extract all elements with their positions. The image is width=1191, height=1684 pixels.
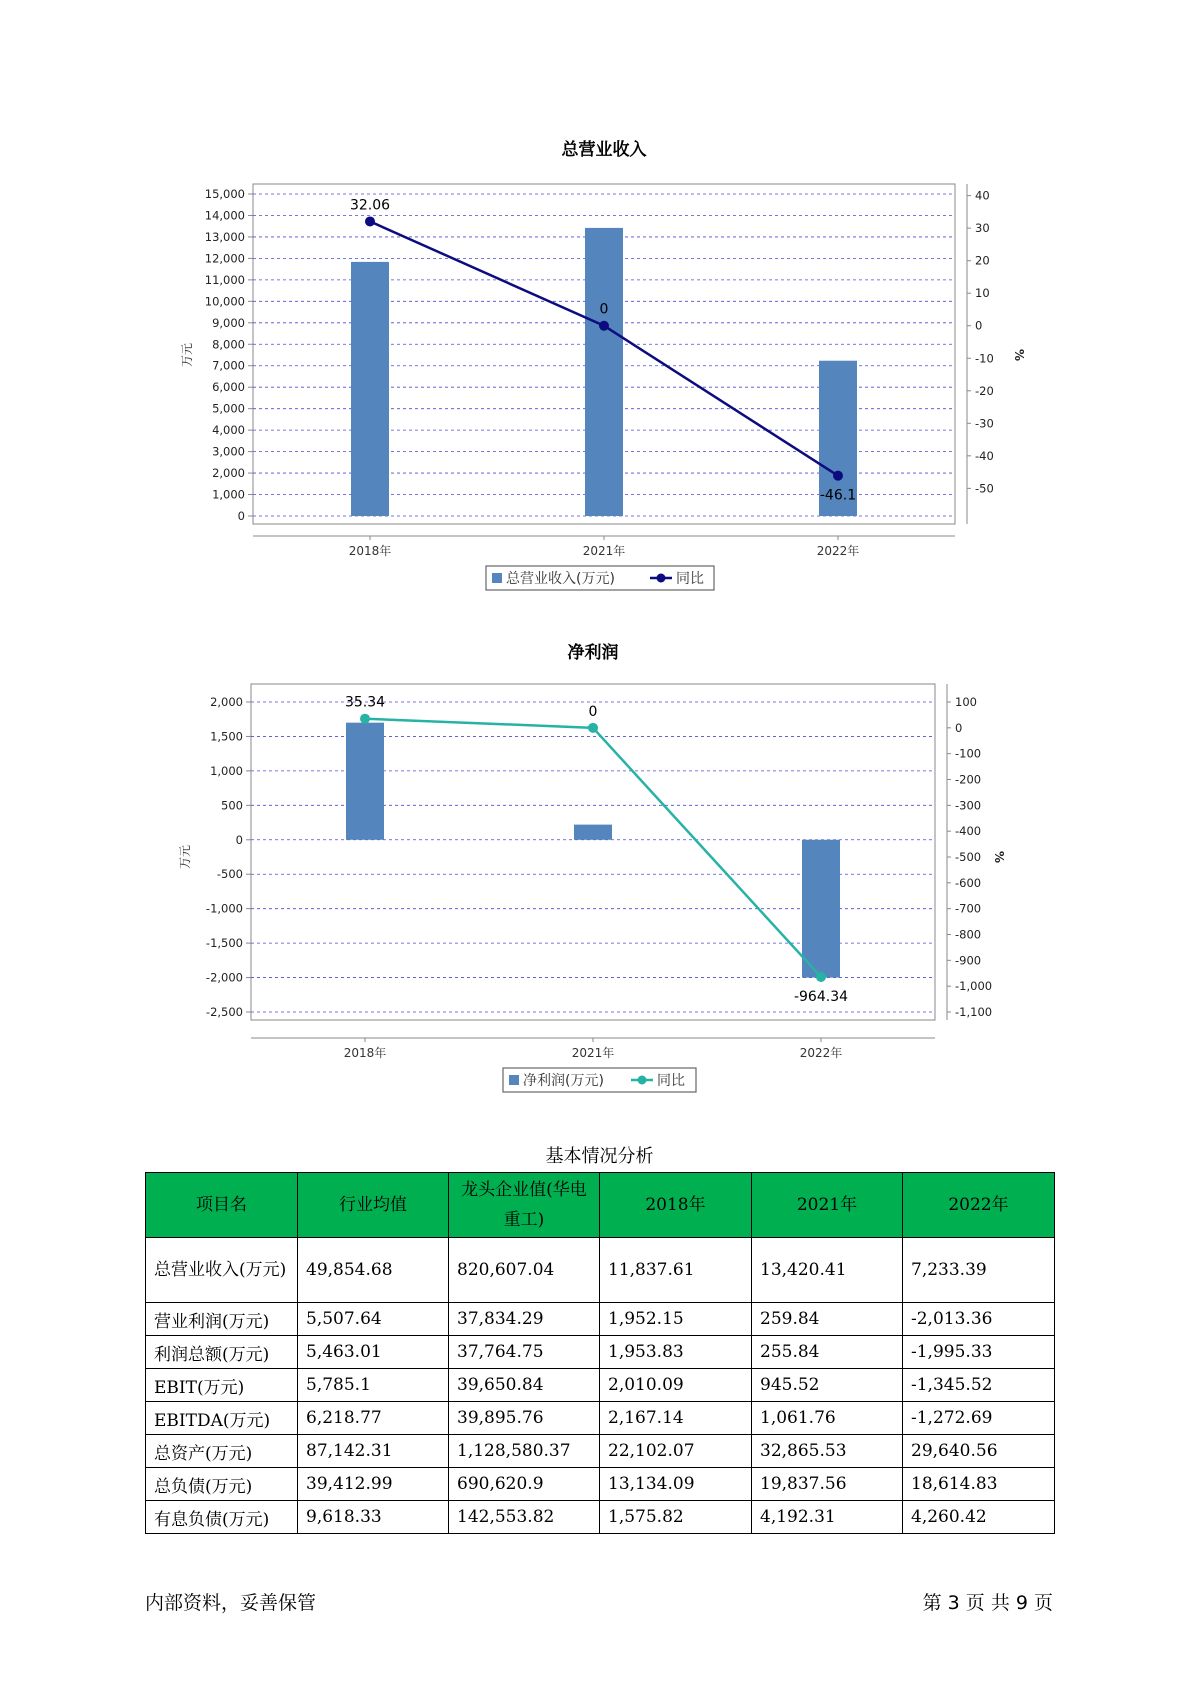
y-tick-label: 12,000 xyxy=(204,251,245,266)
y2-tick-label: 40 xyxy=(975,188,990,203)
y2-tick-label: -400 xyxy=(955,824,982,839)
value-cell: 2,010.09 xyxy=(600,1369,752,1402)
table-row xyxy=(146,1303,1055,1336)
value-cell: 255.84 xyxy=(752,1336,903,1369)
x-tick-label: 2022年 xyxy=(816,544,860,558)
header-cell: 2021年 xyxy=(752,1173,903,1238)
y2-tick-label: -600 xyxy=(955,875,982,890)
y2-tick-label: -800 xyxy=(955,927,982,942)
x-tick-label: 2021年 xyxy=(582,544,626,558)
bar xyxy=(346,723,384,840)
y-tick-label: 3,000 xyxy=(212,444,245,459)
row-label-cell: 总资产(万元) xyxy=(146,1435,298,1468)
legend-line-marker xyxy=(638,1076,647,1085)
basic-analysis-table xyxy=(145,1172,1055,1534)
value-cell: -2,013.36 xyxy=(903,1303,1055,1336)
row-label-cell: 有息负债(万元) xyxy=(146,1501,298,1534)
value-cell: 690,620.9 xyxy=(449,1468,600,1501)
legend-bar-swatch xyxy=(492,573,502,583)
y-tick-label: 0 xyxy=(237,509,245,523)
y-tick-label: 2,000 xyxy=(212,466,245,481)
value-cell: 945.52 xyxy=(752,1369,903,1402)
y2-tick-label: 10 xyxy=(975,286,990,301)
y-tick-label: 13,000 xyxy=(204,229,245,244)
table-row xyxy=(146,1501,1055,1534)
table-row xyxy=(146,1468,1055,1501)
y2-tick-label: 0 xyxy=(955,720,963,735)
row-label-cell: EBITDA(万元) xyxy=(146,1402,298,1435)
row-label-cell: EBIT(万元) xyxy=(146,1369,298,1402)
revenue-chart xyxy=(0,130,1191,600)
value-cell: 259.84 xyxy=(752,1303,903,1336)
y2-tick-label: -50 xyxy=(975,481,994,496)
value-cell: 142,553.82 xyxy=(449,1501,600,1534)
y-tick-label: 10,000 xyxy=(204,294,245,309)
bar xyxy=(351,262,389,516)
value-cell: 18,614.83 xyxy=(903,1468,1055,1501)
value-cell: 1,128,580.37 xyxy=(449,1435,600,1468)
y-tick-label: 14,000 xyxy=(204,208,245,223)
value-cell: 32,865.53 xyxy=(752,1435,903,1468)
value-cell: 19,837.56 xyxy=(752,1468,903,1501)
value-cell: 6,218.77 xyxy=(298,1402,449,1435)
y2-tick-label: -10 xyxy=(975,351,994,366)
x-tick-label: 2021年 xyxy=(571,1046,615,1060)
yoy-point xyxy=(833,471,843,481)
value-cell: 1,953.83 xyxy=(600,1336,752,1369)
value-cell: 4,192.31 xyxy=(752,1501,903,1534)
row-label-cell: 营业利润(万元) xyxy=(146,1303,298,1336)
y-axis-label: 万元 xyxy=(180,342,194,368)
page-number: 第 3 页 共 9 页 xyxy=(922,1592,1053,1614)
value-cell: 5,507.64 xyxy=(298,1303,449,1336)
value-cell: 39,650.84 xyxy=(449,1369,600,1402)
y-tick-label: 1,500 xyxy=(210,729,243,744)
bar xyxy=(585,228,623,516)
y-tick-label: 5,000 xyxy=(212,401,245,416)
yoy-point xyxy=(360,714,370,724)
y-tick-label: 11,000 xyxy=(204,272,245,287)
value-cell: 13,134.09 xyxy=(600,1468,752,1501)
header-cell: 龙头企业值(华电重工) xyxy=(449,1173,600,1238)
y-tick-label: -2,000 xyxy=(205,970,243,985)
data-label: 35.34 xyxy=(344,694,386,711)
value-cell: 49,854.68 xyxy=(298,1238,449,1303)
data-label: -46.1 xyxy=(819,487,857,504)
y-tick-label: 4,000 xyxy=(212,423,245,438)
value-cell: 1,952.15 xyxy=(600,1303,752,1336)
bar xyxy=(802,840,840,978)
y2-tick-label: -1,000 xyxy=(955,979,993,994)
value-cell: -1,345.52 xyxy=(903,1369,1055,1402)
header-cell: 2018年 xyxy=(600,1173,752,1238)
chart-svg xyxy=(0,130,1191,600)
y-tick-label: -1,500 xyxy=(205,936,243,951)
y-tick-label: 1,000 xyxy=(212,487,245,502)
table-row xyxy=(146,1402,1055,1435)
y2-tick-label: -200 xyxy=(955,772,982,787)
y-axis-label: 万元 xyxy=(178,844,192,870)
table-row xyxy=(146,1369,1055,1402)
value-cell: 39,412.99 xyxy=(298,1468,449,1501)
value-cell: 820,607.04 xyxy=(449,1238,600,1303)
value-cell: 2,167.14 xyxy=(600,1402,752,1435)
header-cell: 2022年 xyxy=(903,1173,1055,1238)
value-cell: 11,837.61 xyxy=(600,1238,752,1303)
y-tick-label: -2,500 xyxy=(205,1005,243,1019)
value-cell: -1,272.69 xyxy=(903,1402,1055,1435)
yoy-point xyxy=(816,972,826,982)
y-tick-label: 7,000 xyxy=(212,358,245,373)
y-tick-label: -500 xyxy=(216,867,243,882)
table-header-row xyxy=(146,1173,1055,1238)
legend-bar-swatch xyxy=(509,1075,519,1085)
data-label: 32.06 xyxy=(349,197,391,214)
y-tick-label: 15,000 xyxy=(204,187,245,201)
value-cell: 1,061.76 xyxy=(752,1402,903,1435)
data-label: 0 xyxy=(588,703,598,720)
chart-svg xyxy=(0,630,1191,1100)
y-tick-label: 500 xyxy=(221,798,243,813)
y2-tick-label: 100 xyxy=(955,695,977,709)
legend-line-label: 同比 xyxy=(657,1073,685,1089)
value-cell: 9,618.33 xyxy=(298,1501,449,1534)
x-tick-label: 2018年 xyxy=(343,1046,387,1060)
x-tick-label: 2018年 xyxy=(348,544,392,558)
y2-tick-label: -20 xyxy=(975,383,994,398)
y2-axis-label: % xyxy=(1012,348,1026,362)
value-cell: 4,260.42 xyxy=(903,1501,1055,1534)
y2-tick-label: 20 xyxy=(975,253,990,268)
y2-tick-label: -1,100 xyxy=(955,1005,993,1019)
value-cell: 5,463.01 xyxy=(298,1336,449,1369)
y2-tick-label: -300 xyxy=(955,798,982,813)
row-label-cell: 总负债(万元) xyxy=(146,1468,298,1501)
table-row xyxy=(146,1336,1055,1369)
value-cell: 1,575.82 xyxy=(600,1501,752,1534)
table-caption: 基本情况分析 xyxy=(545,1146,654,1167)
y2-tick-label: 0 xyxy=(975,318,983,333)
header-cell: 项目名 xyxy=(146,1173,298,1238)
yoy-point xyxy=(365,216,375,226)
value-cell: 22,102.07 xyxy=(600,1435,752,1468)
confidential-note: 内部资料，妥善保管 xyxy=(145,1592,317,1614)
value-cell: 37,834.29 xyxy=(449,1303,600,1336)
table-row xyxy=(146,1435,1055,1468)
legend-line-marker xyxy=(657,574,666,583)
y2-axis-label: % xyxy=(992,850,1006,864)
y-tick-label: 6,000 xyxy=(212,380,245,395)
y-tick-label: 8,000 xyxy=(212,337,245,352)
data-label: 0 xyxy=(599,301,609,318)
y2-tick-label: -500 xyxy=(955,850,982,864)
y-tick-label: 2,000 xyxy=(210,695,243,709)
y2-tick-label: -900 xyxy=(955,953,982,968)
bar xyxy=(574,825,612,840)
value-cell: 13,420.41 xyxy=(752,1238,903,1303)
net-profit-chart xyxy=(0,630,1191,1100)
y2-tick-label: 30 xyxy=(975,221,990,236)
value-cell: 39,895.76 xyxy=(449,1402,600,1435)
y-tick-label: 9,000 xyxy=(212,315,245,330)
y2-tick-label: -700 xyxy=(955,901,982,916)
y2-tick-label: -30 xyxy=(975,416,994,431)
legend-bar-label: 总营业收入(万元) xyxy=(506,571,615,587)
y-tick-label: 0 xyxy=(235,832,243,847)
yoy-point xyxy=(599,321,609,331)
y-tick-label: 1,000 xyxy=(210,763,243,778)
value-cell: -1,995.33 xyxy=(903,1336,1055,1369)
row-label-cell: 总营业收入(万元) xyxy=(146,1238,298,1303)
chart-title: 净利润 xyxy=(567,643,619,663)
value-cell: 37,764.75 xyxy=(449,1336,600,1369)
row-label-cell: 利润总额(万元) xyxy=(146,1336,298,1369)
value-cell: 87,142.31 xyxy=(298,1435,449,1468)
header-cell: 行业均值 xyxy=(298,1173,449,1238)
data-label: -964.34 xyxy=(793,988,849,1005)
legend-bar-label: 净利润(万元) xyxy=(523,1073,604,1089)
yoy-point xyxy=(588,723,598,733)
value-cell: 29,640.56 xyxy=(903,1435,1055,1468)
chart-title: 总营业收入 xyxy=(561,140,647,160)
x-tick-label: 2022年 xyxy=(799,1046,843,1060)
y-tick-label: -1,000 xyxy=(205,901,243,916)
y2-tick-label: -100 xyxy=(955,746,982,761)
table-row xyxy=(146,1238,1055,1303)
y2-tick-label: -40 xyxy=(975,448,994,463)
legend-line-label: 同比 xyxy=(676,571,704,587)
value-cell: 7,233.39 xyxy=(903,1238,1055,1303)
value-cell: 5,785.1 xyxy=(298,1369,449,1402)
